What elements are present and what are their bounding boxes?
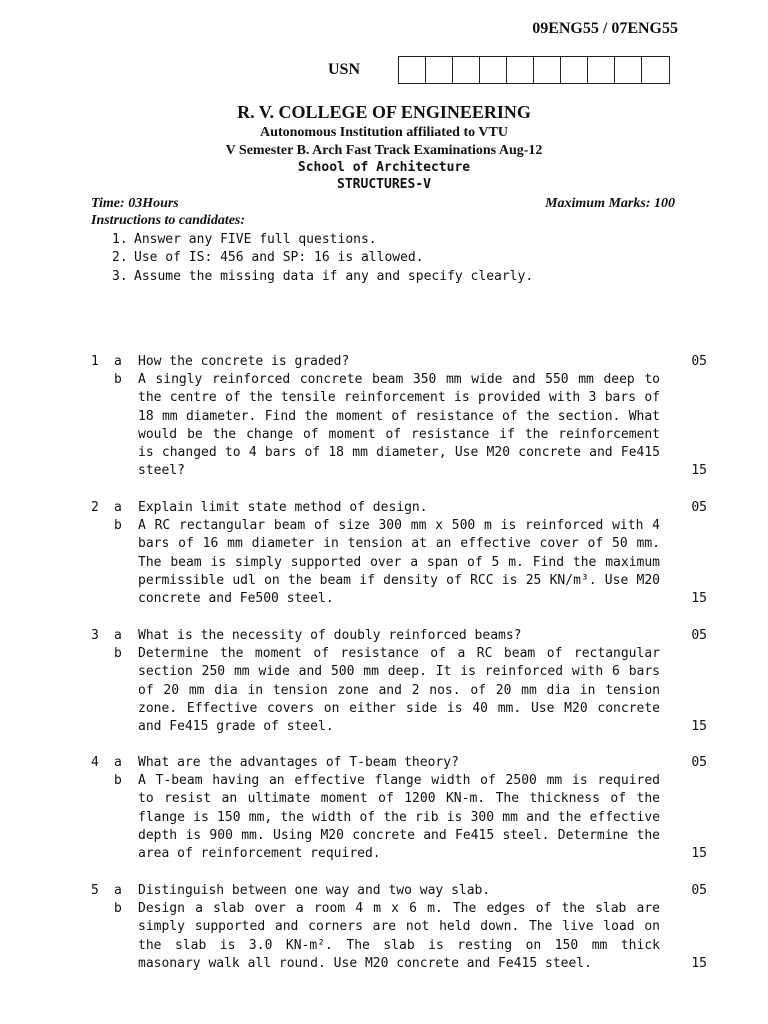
question-part (0, 900, 768, 973)
question-4 (0, 754, 768, 863)
part-marks: 15 (691, 955, 707, 971)
question-part (0, 772, 768, 863)
question-number: 1 (91, 354, 99, 369)
part-marks: 05 (691, 354, 707, 369)
part-text: Explain limit state method of design. (138, 500, 428, 515)
question-3 (0, 627, 768, 736)
part-text: What are the advantages of T-beam theory? (138, 755, 459, 770)
usn-box (453, 57, 480, 83)
part-label: a (114, 755, 122, 770)
part-text: A RC rectangular beam of size 300 mm x 500 m is reinforced with 4 bars of 16 mm diameter in tension at an effective cover of 50 mm. The beam is simply supported over a span of 5 m. Find the maximum permissible udl on the beam if density of RCC is 25 KN/m³. Use M20 concrete and Fe500 steel. (138, 518, 660, 607)
instruction-number: 2. (112, 250, 128, 265)
part-text: What is the necessity of doubly reinforced beams? (138, 628, 522, 643)
question-part (0, 627, 768, 645)
part-label: a (114, 628, 122, 643)
question-part (0, 499, 768, 517)
affiliation: Autonomous Institution affiliated to VTU (260, 125, 508, 140)
usn-box (642, 57, 669, 83)
question-part (0, 754, 768, 772)
usn-row (328, 56, 670, 84)
part-label: b (114, 773, 122, 789)
question-number: 4 (91, 755, 99, 770)
usn-box (399, 57, 426, 83)
usn-box (615, 57, 642, 83)
usn-box (534, 57, 561, 83)
question-1 (0, 353, 768, 480)
instruction-item (112, 232, 672, 247)
part-label: a (114, 500, 122, 515)
part-marks: 05 (691, 883, 707, 898)
part-label: b (114, 518, 122, 534)
part-marks: 15 (691, 846, 707, 862)
part-label: b (114, 901, 122, 917)
instruction-number: 3. (112, 269, 128, 284)
usn-box (507, 57, 534, 83)
part-text: Design a slab over a room 4 m x 6 m. The edges of the slab are simply supported and corners are not held down. The live load on the slab is 3.0 KN-m². The slab is resting on 150 mm thick masonary walk all round. Use M20 concrete and Fe415 steel. (138, 901, 660, 971)
part-marks: 05 (691, 628, 707, 643)
part-label: b (114, 646, 122, 662)
question-number: 2 (91, 500, 99, 515)
college-name: R. V. COLLEGE OF ENGINEERING (237, 102, 531, 122)
instruction-text: Use of IS: 456 and SP: 16 is allowed. (134, 250, 424, 265)
question-part (0, 645, 768, 736)
part-marks: 15 (691, 463, 707, 479)
question-number: 5 (91, 883, 99, 898)
part-marks: 05 (691, 755, 707, 770)
usn-box (561, 57, 588, 83)
question-part (0, 517, 768, 608)
usn-label: USN (328, 61, 361, 78)
subject-title: STRUCTURES-V (337, 177, 431, 192)
instruction-text: Assume the missing data if any and specify clearly. (134, 269, 534, 284)
instruction-number: 1. (112, 232, 128, 247)
usn-box (588, 57, 615, 83)
school-name: School of Architecture (297, 160, 471, 175)
question-part (0, 882, 768, 900)
usn-box (426, 57, 453, 83)
part-text: Distinguish between one way and two way slab. (138, 883, 491, 898)
part-label: a (114, 883, 122, 898)
question-5 (0, 882, 768, 973)
paper-code: 09ENG55 / 07ENG55 (532, 20, 678, 37)
part-text: Determine the moment of resistance of a RC beam of rectangular section 250 mm wide and 500 mm deep. It is reinforced with 6 bars of 20 mm dia in tension zone and 2 nos. of 20 mm dia in tension zone. Effective covers on either side is 40 mm. Use M20 concrete and Fe415 grade of steel. (138, 646, 660, 735)
part-label: a (114, 354, 122, 369)
instructions-title: Instructions to candidates: (91, 213, 246, 228)
instruction-item (112, 269, 672, 284)
part-label: b (114, 372, 122, 388)
part-text: A T-beam having an effective flange width of 2500 mm is required to resist an ultimate moment of 1200 KN-m. The thickness of the flange is 150 mm, the width of the rib is 300 mm and the effective depth is 900 mm. Using M20 concrete and Fe415 steel. Determine the area of reinforcement required. (138, 773, 660, 862)
time-allowed: Time: 03Hours (91, 196, 179, 211)
part-marks: 15 (691, 719, 707, 735)
part-text: A singly reinforced concrete beam 350 mm wide and 550 mm deep to the centre of the tensile reinforcement is provided with 3 bars of 18 mm diameter. Find the moment of resistance of the section. What would be the change of moment of resistance if the reinforcement is changed to 4 bars of 18 mm diameter, Use M20 concrete and Fe415 steel? (138, 372, 660, 479)
instruction-item (112, 250, 672, 265)
maximum-marks: Maximum Marks: 100 (545, 196, 675, 211)
usn-box (480, 57, 507, 83)
usn-boxes (398, 56, 670, 84)
question-number: 3 (91, 628, 99, 643)
exam-title: V Semester B. Arch Fast Track Examinations Aug-12 (225, 143, 543, 158)
instruction-text: Answer any FIVE full questions. (134, 232, 377, 247)
part-marks: 05 (691, 500, 707, 515)
part-text: How the concrete is graded? (138, 354, 350, 369)
question-2 (0, 499, 768, 608)
question-part (0, 353, 768, 371)
part-marks: 15 (691, 591, 707, 607)
question-part (0, 371, 768, 480)
